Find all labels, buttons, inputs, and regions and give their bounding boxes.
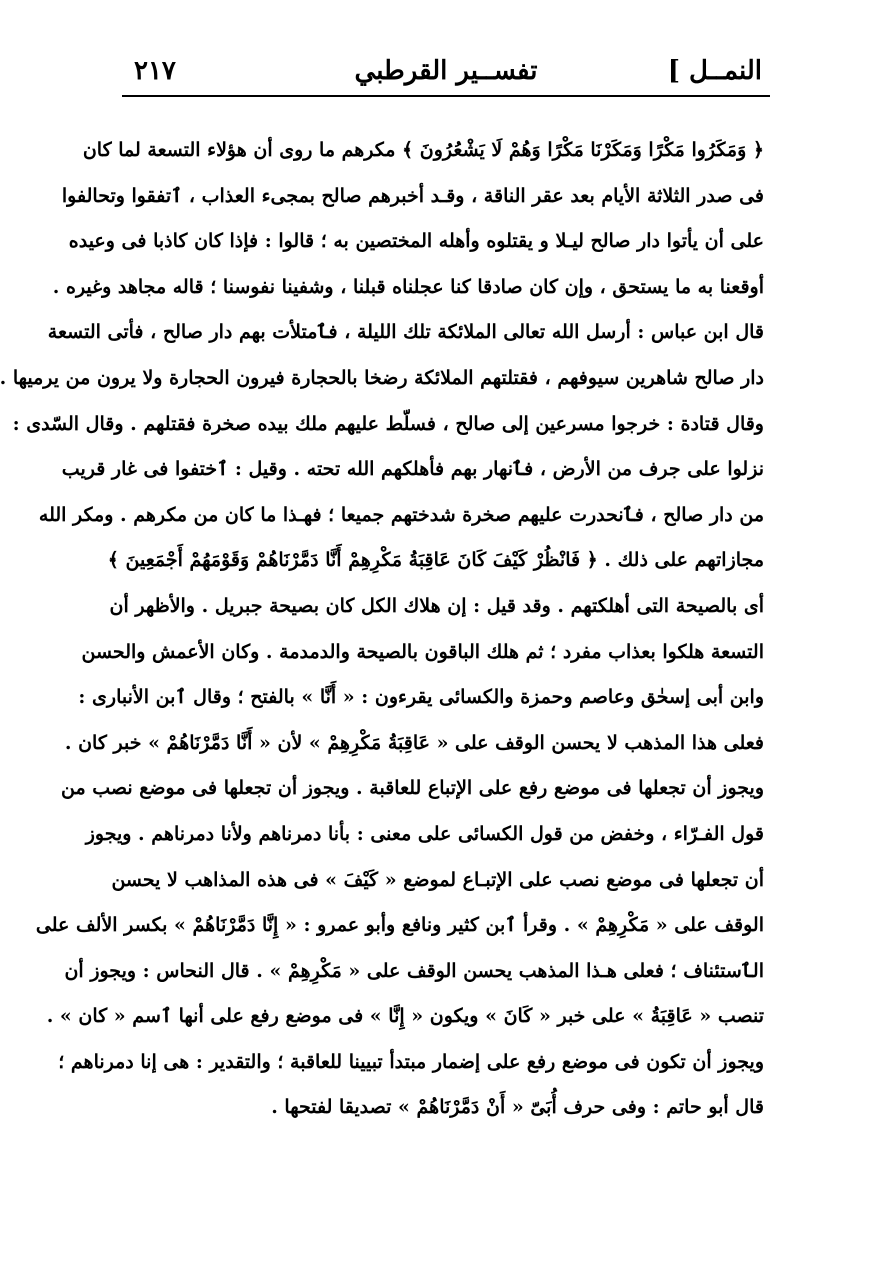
text-line: وابن أبى إسحٰق وعاصم وحمزة والكسائى يقرءون : « أَنَّا » بالفتح ؛ وقال ٱبن الأنبارى : <box>78 686 764 709</box>
text-line: ويجوز أن تجعلها فى موضع رفع على الإتباع للعاقبة . ويجوز أن تجعلها فى موضع نصب من <box>61 777 764 800</box>
text-line: قول الفـرّاء ، وخفض من قول الكسائى على معنى : بأنا دمرناهم ولأنا دمرناهم . ويجوز <box>85 822 764 845</box>
text-line: فى صدر الثلاثة الأيام بعد عقر الناقة ، وقـد أخبرهم صالح بمجىء العذاب ، ٱتفقوا وتحالفوا <box>61 184 764 207</box>
text-line: أن تجعلها فى موضع نصب على الإتبـاع لموضع « كَيْفَ » فى هذه المذاهب لا يحسن <box>111 868 764 891</box>
text-line: التسعة هلكوا بعذاب مفرد ؛ ثم هلك الباقون بالصيحة والدمدمة . وكان الأعمش والحسن <box>81 640 764 663</box>
text-line: قال أبو حاتم : وفى حرف أُبَىّ « أَنْ دَمَّرْنَاهُمْ » تصديقا لفتحها . <box>271 1096 764 1119</box>
text-line: مجازاتهم على ذلك . ﴿ فَانْظُرْ كَيْفَ كَانَ عَاقِبَةُ مَكْرِهِمْ أَنَّا دَمَّرْنَاهُمْ وَقَوْمَهُمْ أَجْمَعِينَ ﴾ <box>107 549 764 572</box>
text-line: دار صالح شاهرين سيوفهم ، فقتلتهم الملائكة رضخا بالحجارة فيرون الحجارة ولا يرون من يرميها . <box>0 366 764 389</box>
text-line: على أن يأتوا دار صالح ليـلا و يقتلوه وأهله المختصين به ؛ قالوا : فإذا كان كاذبا فى وعيده <box>68 230 764 253</box>
text-line: ويجوز أن تكون فى موضع رفع على إضمار مبتدأ تبيينا للعاقبة ؛ والتقدير : هى إنا دمرناهم ؛ <box>58 1050 764 1073</box>
text-line: تنصب « عَاقِبَةُ » على خبر « كَانَ » ويكون « إِنَّا » فى موضع رفع على أنها ٱسم « كان » . <box>46 1005 764 1028</box>
header-divider <box>122 95 770 97</box>
book-title: تفســير القرطبي <box>354 56 538 86</box>
text-line: أى بالصيحة التى أهلكتهم . وقد قيل : إن هلاك الكل كان بصيحة جبريل . والأظهر أن <box>109 594 764 617</box>
text-line: وقال قتادة : خرجوا مسرعين إلى صالح ، فسلّط عليهم ملك بيده صخرة فقتلهم . وقال السّدى : <box>12 412 764 435</box>
text-line: فعلى هذا المذهب لا يحسن الوقف على « عَاقِبَةُ مَكْرِهِمْ » لأن « أَنَّا دَمَّرْنَاهُمْ » خبر كان . <box>64 731 764 754</box>
chapter-name: النمــل ] <box>667 56 762 86</box>
text-line: الوقف على « مَكْرِهِمْ » . وقرأ ٱبن كثير ونافع وأبو عمرو : « إِنَّا دَمَّرْنَاهُمْ » بكسر الألف على <box>35 914 764 937</box>
text-line: قال ابن عباس : أرسل الله تعالى الملائكة تلك الليلة ، فٱمتلأت بهم دار صالح ، فأتى التسعة <box>47 321 764 344</box>
text-line: أوقعنا به ما يستحق ، وإن كان صادقا كنا عجلناه قبلنا ، وشفينا نفوسنا ؛ قاله مجاهد وغيره . <box>52 275 764 298</box>
page-header <box>122 52 770 94</box>
text-line: نزلوا على جرف من الأرض ، فٱنهار بهم فأهلكهم الله تحته . وقيل : ٱختفوا فى غار قريب <box>61 458 764 481</box>
page-number: ٢١٧ <box>134 56 176 86</box>
body-text <box>0 128 764 1131</box>
text-line: من دار صالح ، فٱنحدرت عليهم صخرة شدختهم جميعا ؛ فهـذا ما كان من مكرهم . ومكر الله <box>38 503 764 526</box>
text-line: الٱستئناف ؛ فعلى هـذا المذهب يحسن الوقف على « مَكْرِهِمْ » . قال النحاس : ويجوز أن <box>64 959 764 982</box>
text-line: ﴿ وَمَكَرُوا مَكْرًا وَمَكَرْنَا مَكْرًا وَهُمْ لَا يَشْعُرُونَ ﴾ مكرهم ما روى أن هؤلاء التسعة لما كان <box>82 139 764 161</box>
